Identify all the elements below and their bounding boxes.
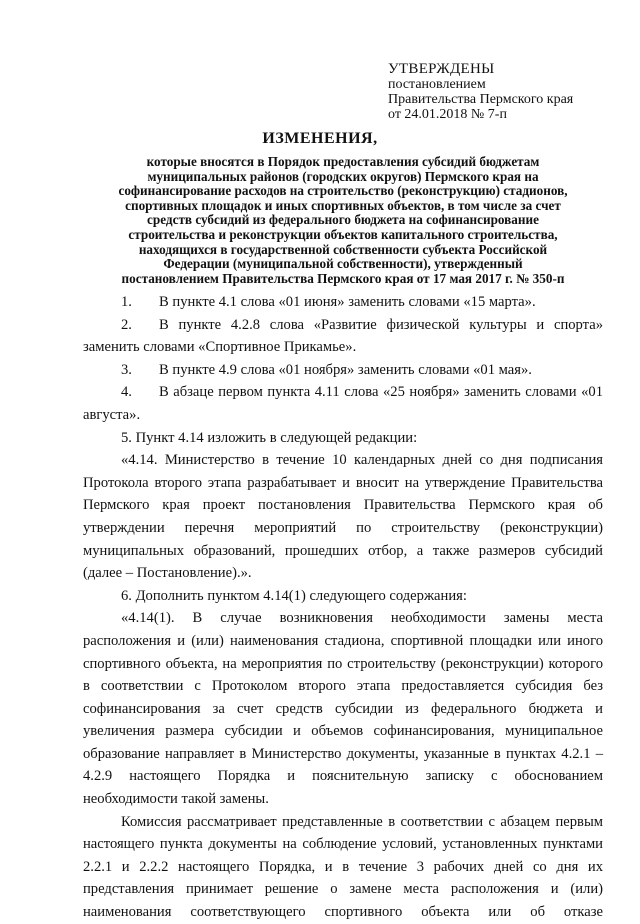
subtitle-line: муниципальных районов (городских округов) Пермского края на <box>147 168 539 184</box>
subtitle-line: строительства и реконструкции объектов капитального строительства, <box>128 226 558 242</box>
document-subtitle <box>78 155 608 286</box>
subtitle-line: Федерации (муниципальной собственности), утвержденный <box>163 256 523 272</box>
subtitle-line: средств субсидий из федерального бюджета на софинансирование <box>147 212 539 228</box>
item-number: 1. <box>121 294 132 310</box>
body-paragraph: 5. Пункт 4.14 изложить в следующей редакции: <box>121 429 418 446</box>
subtitle-line: спортивных площадок и иных спортивных объектов, в том числе за счет <box>125 197 561 213</box>
subtitle-line: находящихся в государственной собственности субъекта Российской <box>138 241 548 257</box>
item-text: В пункте 4.9 слова «01 ноября» заменить словами «01 мая». <box>159 361 532 378</box>
approval-line: от 24.01.2018 № 7-п <box>388 107 507 122</box>
document-body <box>83 291 603 924</box>
approval-stamp <box>388 62 573 122</box>
subtitle-line: которые вносятся в Порядок предоставления субсидий бюджетам <box>146 154 540 169</box>
item-text: В пункте 4.1 слова «01 июня» заменить словами «15 марта». <box>159 294 536 310</box>
body-paragraph: «4.14(1). В случае возникновения необходимости замены места расположения и (или) наименования стадиона, спортивной площадки или иного спортивного объекта, на мероприятия по строительству (реконструкции) которого в соответствии с Протоколом второго этапа предоставляется субсидия без софинансирования за счет средств субсидии из федерального бюджета и увеличения размера субсидии и объемов софинансирования, муниципальное образование направляет в Министерство документы, указанные в пунктах 4.2.1 – 4.2.9 настоящего Порядка и пояснительную записку с обоснованием необходимости такой замены. <box>83 610 603 808</box>
body-paragraph: 6. Дополнить пунктом 4.14(1) следующего содержания: <box>121 587 467 604</box>
subtitle-line: постановлением Правительства Пермского края от 17 мая 2017 г. № 350-п <box>121 270 565 286</box>
item-number: 3. <box>121 361 132 378</box>
item-text: В абзаце первом пункта 4.11 слова «25 ноября» заменить словами «01 августа». <box>83 384 603 423</box>
body-paragraph: Комиссия рассматривает представленные в соответствии с абзацем первым настоящего пункта документы на соблюдение условий, установленных пунктами 2.2.1 и 2.2.2 настоящего Порядка, и в течение 3 рабочих дней со дня их представления принимает решение о замене места расположения и (или) наименования соответствующего спортивного объекта или об отказе <box>83 813 603 921</box>
document-title: ИЗМЕНЕНИЯ, <box>262 130 378 147</box>
body-paragraph: «4.14. Министерство в течение 10 календарных дней со дня подписания Протокола второго этапа разрабатывает и вносит на утверждение Правительства Пермского края проект постановления Правительства Пермского края об утверждении перечня мероприятий по строительству (реконструкции) муниципальных образований, прошедших отбор, а также размеров субсидий (далее – Постановление).». <box>83 452 603 582</box>
subtitle-line: софинансирование расходов на строительство (реконструкцию) стадионов, <box>118 183 568 199</box>
item-number: 2. <box>121 316 132 333</box>
item-number: 4. <box>121 384 132 401</box>
amendment-item <box>83 291 603 314</box>
amendment-item <box>83 381 603 426</box>
amendment-item <box>83 314 603 359</box>
approval-line: постановлением <box>388 77 486 92</box>
approval-line: Правительства Пермского края <box>388 92 574 107</box>
item-text: В пункте 4.2.8 слова «Развитие физической культуры и спорта» заменить словами «Спортивное Прикамье». <box>83 316 603 356</box>
amendment-item <box>83 359 603 382</box>
approval-heading: УТВЕРЖДЕНЫ <box>388 61 495 77</box>
